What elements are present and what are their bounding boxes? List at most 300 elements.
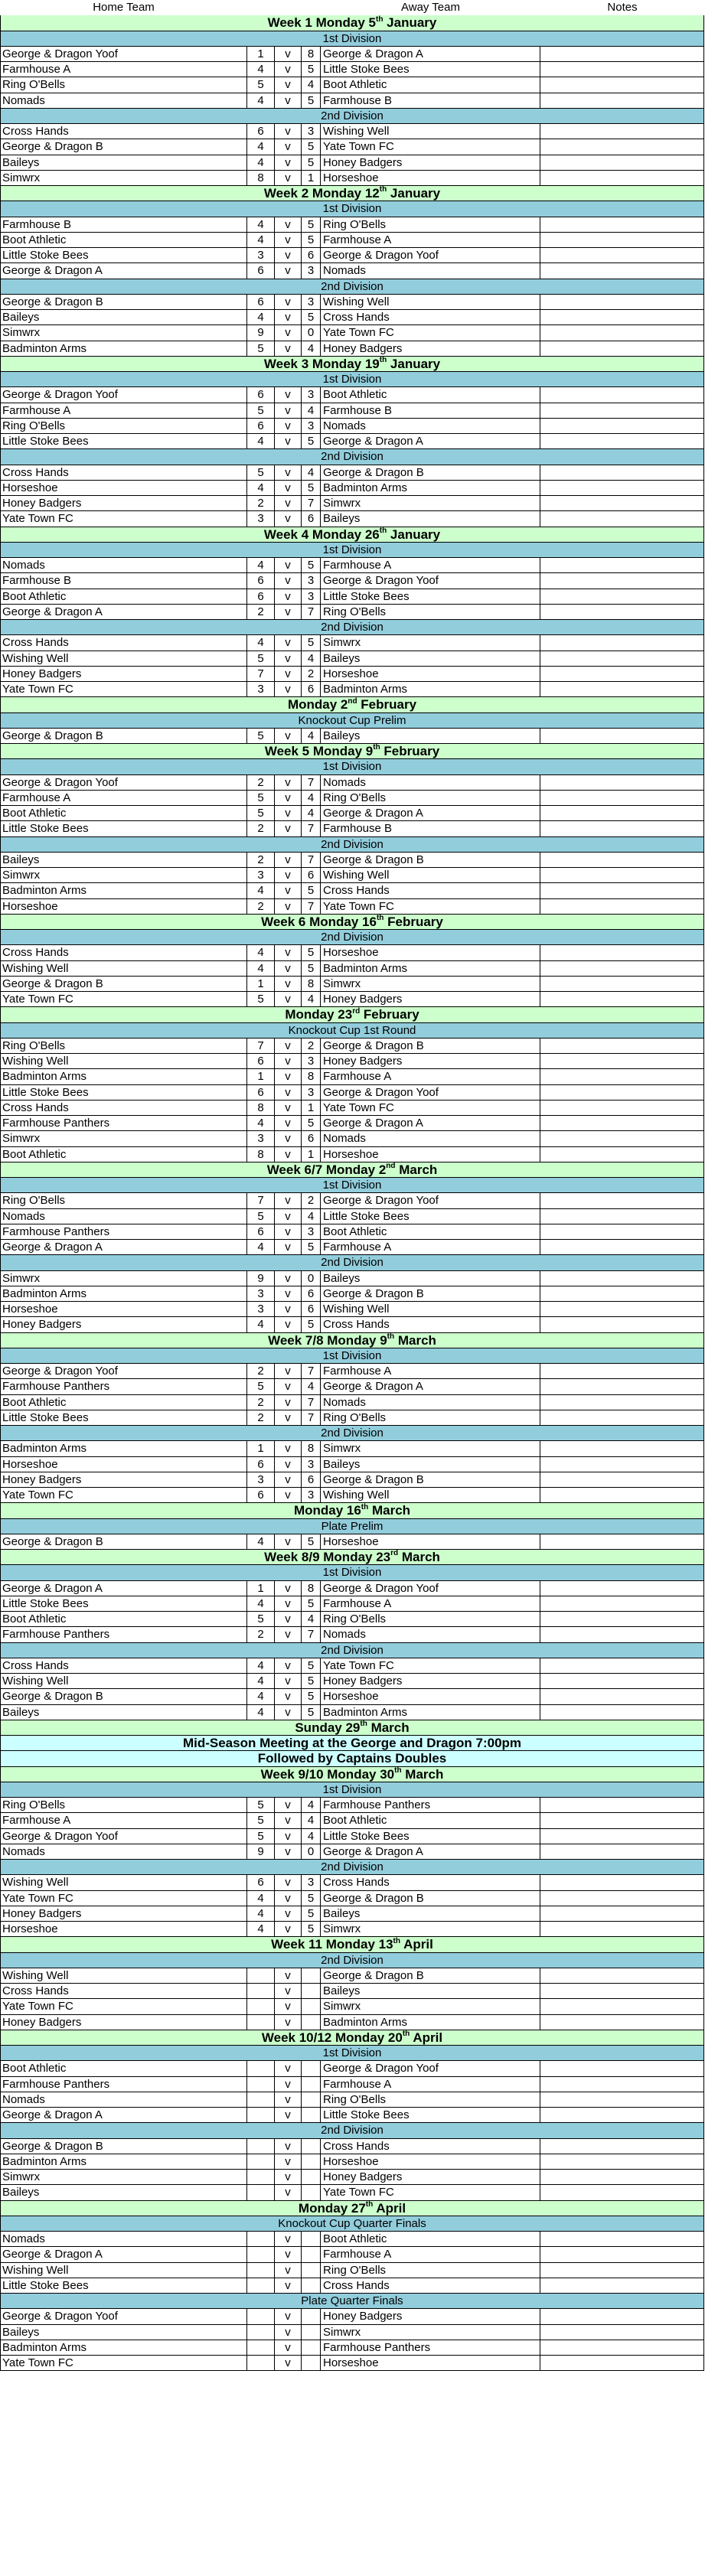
versus-marker: v (275, 2154, 302, 2170)
week-header-row (0, 1503, 705, 1518)
away-score: 6 (302, 248, 321, 263)
away-team: Wishing Well (321, 868, 540, 883)
division-header-row (0, 109, 705, 124)
away-team: Cross Hands (321, 2139, 540, 2154)
away-score: 3 (302, 263, 321, 279)
table-row (0, 403, 705, 419)
home-score: 6 (247, 419, 275, 434)
versus-marker: v (275, 1147, 302, 1162)
notes-cell (540, 1968, 704, 1984)
home-score: 4 (247, 310, 275, 325)
home-score: 8 (247, 171, 275, 186)
notice-text: Mid-Season Meeting at the George and Dragon 7:00pm (0, 1736, 704, 1751)
home-team: Simwrx (0, 868, 247, 883)
versus-marker: v (275, 682, 302, 697)
versus-marker: v (275, 1101, 302, 1116)
home-team: Wishing Well (0, 2263, 247, 2278)
division-title: 1st Division (0, 759, 704, 774)
table-row (0, 341, 705, 357)
versus-marker: v (275, 2092, 302, 2108)
home-team: Badminton Arms (0, 341, 247, 357)
home-team: Wishing Well (0, 1054, 247, 1069)
home-team: Baileys (0, 1705, 247, 1720)
home-team: Farmhouse B (0, 217, 247, 233)
notes-cell (540, 248, 704, 263)
away-team: George & Dragon B (321, 1472, 540, 1488)
table-row (0, 419, 705, 434)
notes-cell (540, 1612, 704, 1627)
home-team: Honey Badgers (0, 496, 247, 511)
table-row (0, 651, 705, 667)
away-team: George & Dragon Yoof (321, 1193, 540, 1208)
home-team: Honey Badgers (0, 1317, 247, 1332)
away-score: 6 (302, 682, 321, 697)
home-score: 4 (247, 1705, 275, 1720)
table-row (0, 1395, 705, 1410)
week-title (0, 357, 704, 372)
week-header-row (0, 186, 705, 201)
home-score (247, 1999, 275, 2014)
away-score: 3 (302, 589, 321, 605)
week-title-month: February (357, 697, 417, 712)
away-score (302, 1999, 321, 2014)
home-team: Wishing Well (0, 651, 247, 667)
away-team: Ring O'Bells (321, 1410, 540, 1426)
home-team: Yate Town FC (0, 2356, 247, 2371)
date-ordinal-suffix: rd (352, 1007, 361, 1016)
home-score: 3 (247, 1302, 275, 1317)
home-score: 5 (247, 1798, 275, 1813)
division-title: 1st Division (0, 1348, 704, 1364)
home-team: Yate Town FC (0, 992, 247, 1007)
away-team: Farmhouse A (321, 233, 540, 248)
versus-marker: v (275, 1131, 302, 1146)
versus-marker: v (275, 1674, 302, 1689)
away-score (302, 2170, 321, 2185)
versus-marker: v (275, 2340, 302, 2356)
away-score: 3 (302, 1224, 321, 1240)
away-score: 5 (302, 961, 321, 977)
away-team: George & Dragon A (321, 1116, 540, 1131)
table-row (0, 295, 705, 310)
away-score: 7 (302, 496, 321, 511)
table-row (0, 667, 705, 682)
home-score: 2 (247, 496, 275, 511)
date-ordinal-suffix: nd (386, 1162, 396, 1171)
notes-cell (540, 1317, 704, 1332)
home-team: Honey Badgers (0, 1472, 247, 1488)
score-header (247, 0, 321, 15)
division-header-row (0, 837, 705, 853)
versus-marker: v (275, 992, 302, 1007)
week-title-text: Monday 2 (287, 697, 348, 712)
home-team: Little Stoke Bees (0, 434, 247, 449)
away-team: George & Dragon A (321, 1844, 540, 1860)
table-row (0, 1906, 705, 1922)
away-team: Cross Hands (321, 1317, 540, 1332)
away-score: 4 (302, 1612, 321, 1627)
home-team: George & Dragon Yoof (0, 1364, 247, 1379)
versus-marker: v (275, 2185, 302, 2200)
away-score (302, 2185, 321, 2200)
week-header-row (0, 1007, 705, 1022)
home-team: Baileys (0, 310, 247, 325)
versus-marker: v (275, 310, 302, 325)
notes-cell (540, 155, 704, 171)
week-title-month: March (394, 1332, 436, 1348)
home-score (247, 2232, 275, 2247)
division-title: 2nd Division (0, 2123, 704, 2138)
away-team: Honey Badgers (321, 1054, 540, 1069)
division-title: 1st Division (0, 31, 704, 47)
table-row (0, 1116, 705, 1131)
away-score: 5 (302, 1240, 321, 1255)
week-header-row (0, 1162, 705, 1178)
versus-marker: v (275, 139, 302, 155)
home-team: Simwrx (0, 1271, 247, 1286)
table-row (0, 1410, 705, 1426)
table-row (0, 2015, 705, 2030)
table-row (0, 325, 705, 341)
notes-cell (540, 2154, 704, 2170)
home-score: 4 (247, 1534, 275, 1550)
division-title: 1st Division (0, 2046, 704, 2061)
away-team: Boot Athletic (321, 77, 540, 93)
home-score: 4 (247, 481, 275, 496)
home-team: Baileys (0, 853, 247, 868)
home-score: 3 (247, 1286, 275, 1302)
away-team: George & Dragon Yoof (321, 1581, 540, 1596)
versus-marker: v (275, 511, 302, 527)
notes-header: Notes (607, 1, 638, 14)
home-team: Farmhouse A (0, 1813, 247, 1828)
notes-cell (540, 2170, 704, 2185)
table-row (0, 605, 705, 620)
table-row (0, 2309, 705, 2324)
versus-marker: v (275, 1689, 302, 1704)
home-team: George & Dragon B (0, 977, 247, 992)
versus-marker: v (275, 2278, 302, 2294)
versus-marker: v (275, 1441, 302, 1456)
versus-marker: v (275, 977, 302, 992)
table-header (0, 0, 705, 15)
versus-marker: v (275, 1069, 302, 1084)
away-team: Nomads (321, 419, 540, 434)
away-team: Horseshoe (321, 2356, 540, 2371)
away-score: 5 (302, 1906, 321, 1922)
home-score (247, 2092, 275, 2108)
notes-cell (540, 139, 704, 155)
home-team: Little Stoke Bees (0, 821, 247, 836)
away-score: 4 (302, 1798, 321, 1813)
home-team: Farmhouse Panthers (0, 1116, 247, 1131)
notes-cell (540, 1596, 704, 1612)
week-title-month: January (387, 356, 441, 371)
table-row (0, 573, 705, 589)
away-team: Simwrx (321, 1441, 540, 1456)
away-team: Boot Athletic (321, 1813, 540, 1828)
table-row (0, 217, 705, 233)
away-team: Cross Hands (321, 883, 540, 898)
notice-row (0, 1751, 705, 1766)
versus-marker: v (275, 465, 302, 481)
notes-cell (540, 1441, 704, 1456)
home-score: 5 (247, 465, 275, 481)
away-team: Honey Badgers (321, 1674, 540, 1689)
away-score: 4 (302, 729, 321, 744)
home-score (247, 2139, 275, 2154)
home-team: Yate Town FC (0, 1891, 247, 1906)
away-score: 2 (302, 1039, 321, 1054)
date-ordinal-suffix: th (361, 1503, 369, 1511)
notes-cell (540, 945, 704, 960)
notes-cell (540, 1364, 704, 1379)
notes-cell (540, 1689, 704, 1704)
away-score: 7 (302, 1410, 321, 1426)
away-team: Yate Town FC (321, 1658, 540, 1674)
away-score: 4 (302, 651, 321, 667)
notes-cell (540, 1875, 704, 1890)
home-team: Horseshoe (0, 899, 247, 915)
table-row (0, 806, 705, 821)
home-score: 4 (247, 139, 275, 155)
home-team: George & Dragon Yoof (0, 1829, 247, 1844)
week-title-text: Monday 16 (293, 1503, 361, 1518)
away-score: 5 (302, 155, 321, 171)
home-team: George & Dragon B (0, 295, 247, 310)
away-team: Farmhouse A (321, 1069, 540, 1084)
table-row (0, 1271, 705, 1286)
week-title-month: April (400, 1937, 433, 1952)
notes-cell (540, 511, 704, 527)
home-score: 6 (247, 1457, 275, 1472)
table-row (0, 1999, 705, 2014)
home-team: Little Stoke Bees (0, 1085, 247, 1101)
home-score: 1 (247, 977, 275, 992)
versus-marker: v (275, 1054, 302, 1069)
week-title-text: Week 5 Monday 9 (264, 744, 374, 758)
table-row (0, 77, 705, 93)
away-score: 5 (302, 1596, 321, 1612)
home-score: 5 (247, 791, 275, 806)
versus-marker: v (275, 1875, 302, 1890)
notes-cell (540, 1472, 704, 1488)
division-title: 2nd Division (0, 279, 704, 295)
versus-marker: v (275, 233, 302, 248)
home-score (247, 2015, 275, 2030)
home-team: Horseshoe (0, 1922, 247, 1937)
away-score: 8 (302, 1581, 321, 1596)
notes-cell (540, 1101, 704, 1116)
home-team: Cross Hands (0, 635, 247, 651)
home-score: 2 (247, 821, 275, 836)
notes-cell (540, 1039, 704, 1054)
away-score: 5 (302, 93, 321, 109)
home-score: 6 (247, 1224, 275, 1240)
away-score: 4 (302, 1379, 321, 1394)
notes-cell (540, 667, 704, 682)
away-team: Honey Badgers (321, 2309, 540, 2324)
home-team: Baileys (0, 155, 247, 171)
date-ordinal-suffix: th (402, 2030, 410, 2039)
division-header-row (0, 1023, 705, 1039)
notes-cell (540, 2278, 704, 2294)
week-title-text: Monday 27 (298, 2200, 366, 2216)
home-team: Ring O'Bells (0, 1039, 247, 1054)
home-score (247, 2325, 275, 2340)
division-title: 1st Division (0, 201, 704, 217)
away-score: 3 (302, 573, 321, 589)
home-score: 8 (247, 1147, 275, 1162)
notes-cell (540, 2263, 704, 2278)
table-row (0, 1984, 705, 1999)
versus-marker: v (275, 93, 302, 109)
table-row (0, 434, 705, 449)
away-score: 0 (302, 1271, 321, 1286)
away-score (302, 2154, 321, 2170)
home-score: 7 (247, 667, 275, 682)
notes-cell (540, 791, 704, 806)
week-title-text: Week 7/8 Monday 9 (268, 1332, 387, 1348)
away-team: Cross Hands (321, 2278, 540, 2294)
away-team: Farmhouse A (321, 1596, 540, 1612)
division-header-row (0, 2123, 705, 2138)
home-team: George & Dragon A (0, 2247, 247, 2262)
home-team: Nomads (0, 1844, 247, 1860)
home-score: 4 (247, 1658, 275, 1674)
division-header-row (0, 1255, 705, 1270)
home-score: 4 (247, 1922, 275, 1937)
away-score: 5 (302, 558, 321, 573)
notes-cell (540, 651, 704, 667)
notes-cell (540, 899, 704, 915)
table-row (0, 310, 705, 325)
away-score: 5 (302, 945, 321, 960)
table-row (0, 977, 705, 992)
division-title: 2nd Division (0, 620, 704, 635)
home-score: 5 (247, 806, 275, 821)
versus-marker: v (275, 1627, 302, 1642)
away-team: Nomads (321, 263, 540, 279)
notes-cell (540, 2340, 704, 2356)
table-row (0, 155, 705, 171)
versus-marker: v (275, 434, 302, 449)
away-team: Ring O'Bells (321, 2263, 540, 2278)
away-team: Simwrx (321, 1922, 540, 1937)
away-team: George & Dragon Yoof (321, 248, 540, 263)
versus-marker: v (275, 62, 302, 77)
table-row (0, 1612, 705, 1627)
notes-cell (540, 1705, 704, 1720)
away-score: 4 (302, 1209, 321, 1224)
home-team: Yate Town FC (0, 682, 247, 697)
home-score: 8 (247, 1101, 275, 1116)
week-title (0, 527, 704, 543)
home-team: Badminton Arms (0, 1441, 247, 1456)
table-row (0, 945, 705, 960)
versus-marker: v (275, 2077, 302, 2092)
versus-marker: v (275, 248, 302, 263)
versus-marker: v (275, 1906, 302, 1922)
versus-marker: v (275, 961, 302, 977)
home-score: 6 (247, 124, 275, 139)
home-score: 4 (247, 1674, 275, 1689)
away-score: 5 (302, 139, 321, 155)
home-score (247, 2108, 275, 2123)
notes-cell (540, 729, 704, 744)
home-score: 4 (247, 558, 275, 573)
home-score (247, 2170, 275, 2185)
table-row (0, 93, 705, 109)
table-row (0, 1457, 705, 1472)
away-score: 6 (302, 868, 321, 883)
versus-marker: v (275, 1705, 302, 1720)
home-team: Nomads (0, 1209, 247, 1224)
home-team: George & Dragon B (0, 729, 247, 744)
division-header-row (0, 372, 705, 387)
away-team: George & Dragon B (321, 1891, 540, 1906)
notes-cell (540, 1271, 704, 1286)
home-team: George & Dragon Yoof (0, 775, 247, 791)
week-title-text: Week 6/7 Monday 2 (266, 1162, 387, 1177)
division-title: Knockout Cup Prelim (0, 713, 704, 729)
away-score: 3 (302, 295, 321, 310)
notes-cell (540, 2077, 704, 2092)
home-team: Farmhouse B (0, 573, 247, 589)
home-team: Baileys (0, 2325, 247, 2340)
week-title (0, 1333, 704, 1348)
home-score: 4 (247, 62, 275, 77)
home-score: 5 (247, 77, 275, 93)
week-title-month: March (401, 1766, 444, 1782)
week-title-text: Week 6 Monday 16 (261, 914, 377, 929)
away-team-header: Away Team (401, 1, 460, 14)
home-team: Farmhouse A (0, 62, 247, 77)
away-team: Ring O'Bells (321, 217, 540, 233)
notes-cell (540, 883, 704, 898)
table-row (0, 2077, 705, 2092)
division-header-row (0, 1519, 705, 1534)
home-score: 4 (247, 1596, 275, 1612)
away-score: 5 (302, 1658, 321, 1674)
home-team: Ring O'Bells (0, 419, 247, 434)
away-score: 4 (302, 465, 321, 481)
away-score: 7 (302, 853, 321, 868)
week-title (0, 744, 704, 759)
home-score: 4 (247, 1689, 275, 1704)
versus-marker: v (275, 2108, 302, 2123)
versus-marker: v (275, 403, 302, 419)
home-team: Badminton Arms (0, 1286, 247, 1302)
away-team: Simwrx (321, 977, 540, 992)
away-team: George & Dragon Yoof (321, 1085, 540, 1101)
notes-cell (540, 1891, 704, 1906)
versus-marker: v (275, 295, 302, 310)
table-row (0, 233, 705, 248)
versus-marker: v (275, 1364, 302, 1379)
away-score: 3 (302, 124, 321, 139)
division-header-row (0, 1953, 705, 1968)
home-team: Ring O'Bells (0, 1798, 247, 1813)
home-score: 5 (247, 1612, 275, 1627)
home-score: 5 (247, 1379, 275, 1394)
notes-cell (540, 233, 704, 248)
division-header-row (0, 759, 705, 774)
division-title: 1st Division (0, 1178, 704, 1193)
week-title-text: Week 2 Monday 12 (263, 186, 380, 201)
away-team: Ring O'Bells (321, 605, 540, 620)
table-row (0, 1193, 705, 1208)
